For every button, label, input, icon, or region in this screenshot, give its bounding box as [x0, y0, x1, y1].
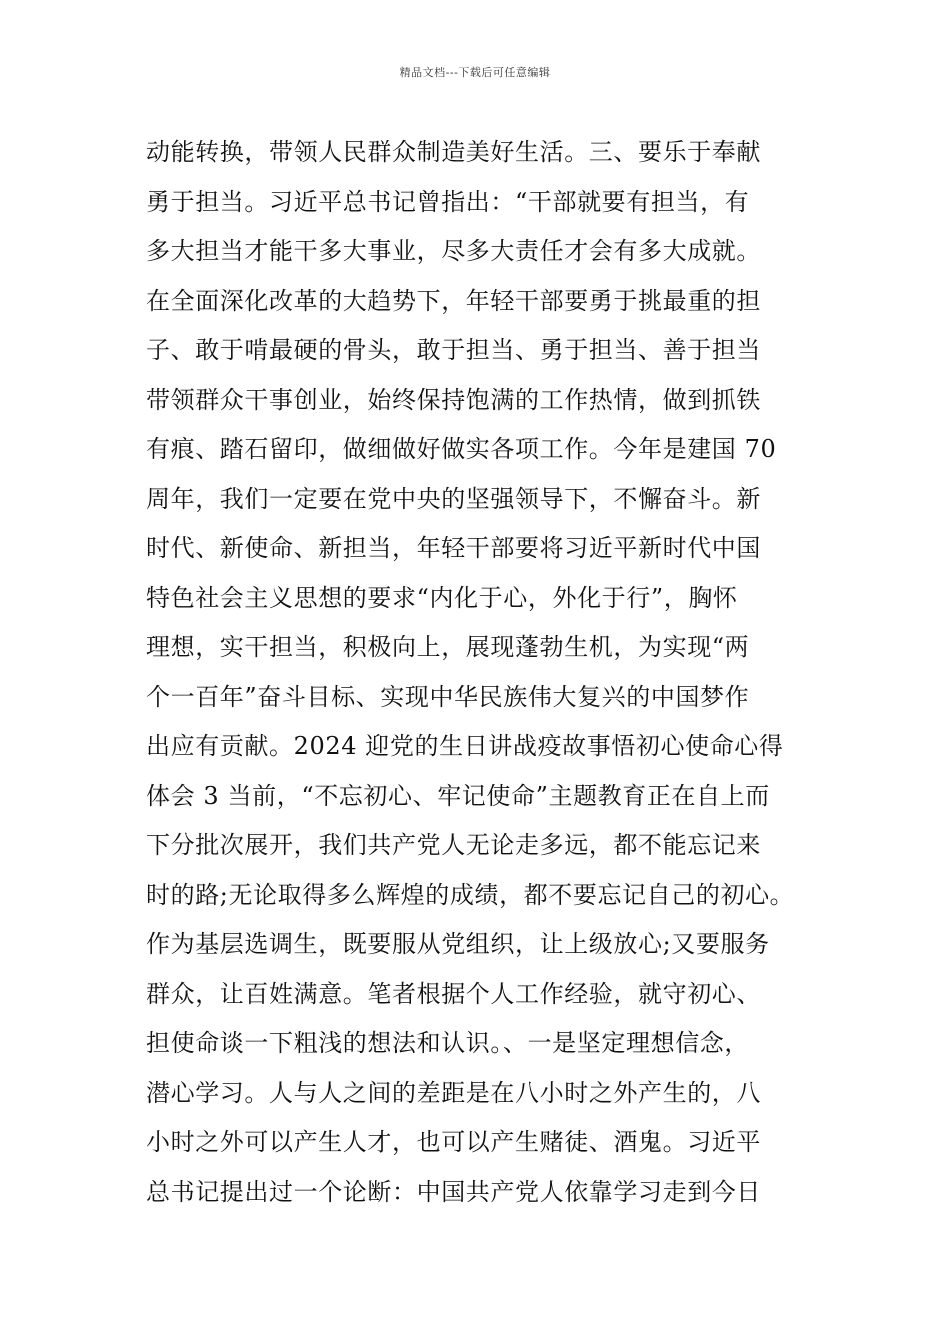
text-line: 下分批次展开，我们共产党人无论走多远，都不能忘记来 — [146, 831, 761, 859]
text-line: 特色社会主义思想的要求“内化于心，外化于行”，胸怀 — [146, 583, 738, 612]
text-line: 带领群众干事创业，始终保持饱满的工作热情，做到抓铁 — [146, 385, 761, 414]
text-line: 体会 3 当前，“不忘初心、牢记使命”主题教育正在自上而 — [146, 781, 770, 810]
text-line: 个一百年”奋斗目标、实现中华民族伟大复兴的中国梦作 — [146, 682, 750, 711]
text-line: 周年，我们一定要在党中央的坚强领导下，不懈奋斗。新 — [146, 484, 761, 513]
text-line: 出应有贡献。2024 迎党的生日讲战疫故事悟初心使命心得 — [146, 732, 784, 760]
body-text — [146, 128, 826, 1217]
text-line: 时代、新使命、新担当，年轻干部要将习近平新时代中国 — [146, 534, 761, 562]
text-line: 多大担当才能干多大事业，尽多大责任才会有多大成就。 — [146, 237, 761, 265]
text-line: 在全面深化改革的大趋势下，年轻干部要勇于挑最重的担 — [146, 286, 761, 315]
text-line: 子、敢于啃最硬的骨头，敢于担当、勇于担当、善于担当 — [146, 336, 761, 364]
text-line: 有痕、踏石留印，做细做好做实各项工作。今年是建国 70 — [146, 435, 777, 463]
text-line: 担使命谈一下粗浅的想法和认识。、一是坚定理想信念， — [146, 1029, 749, 1057]
text-line: 潜心学习。人与人之间的差距是在八小时之外产生的，八 — [146, 1078, 761, 1107]
text-line: 总书记提出过一个论断：中国共产党人依靠学习走到今日 — [146, 1177, 761, 1206]
text-line: 小时之外可以产生人才，也可以产生赌徒、酒鬼。习近平 — [146, 1128, 761, 1156]
text-line: 时的路;无论取得多么辉煌的成绩，都不要忘记自己的初心。 — [146, 880, 795, 909]
text-line: 动能转换，带领人民群众制造美好生活。三、要乐于奉献 — [146, 138, 761, 166]
text-line: 作为基层选调生，既要服从党组织，让上级放心;又要服务 — [146, 930, 770, 958]
page-header: 精品文档---下载后可任意编辑 — [399, 66, 551, 79]
text-line: 理想，实干担当，积极向上，展现蓬勃生机，为实现“两 — [146, 633, 750, 661]
text-line: 勇于担当。习近平总书记曾指出：“干部就要有担当，有 — [146, 187, 750, 216]
text-line: 群众，让百姓满意。笔者根据个人工作经验，就守初心、 — [146, 979, 761, 1008]
